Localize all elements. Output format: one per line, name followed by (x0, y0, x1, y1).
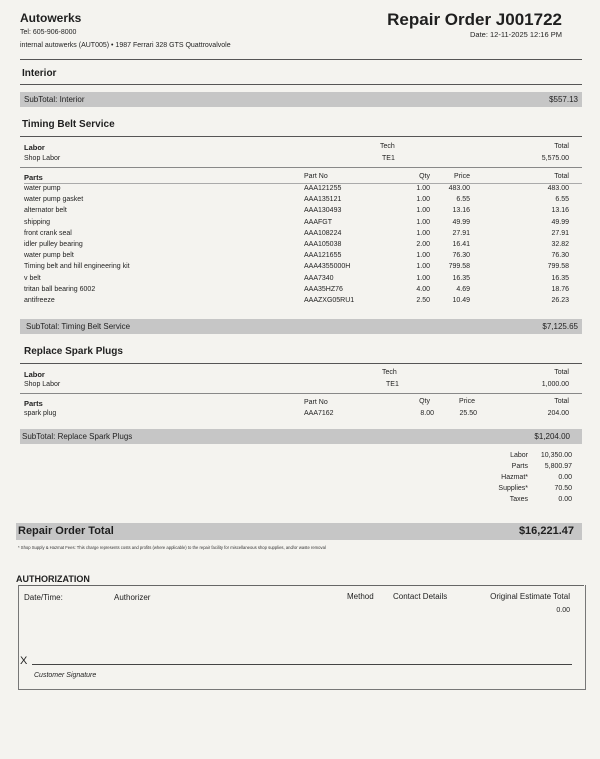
subtotal-value: $557.13 (549, 95, 578, 104)
labor-item: Shop Labor (24, 155, 61, 162)
customer-signature-label: Customer Signature (34, 672, 97, 679)
part-qty: 1.00 (416, 252, 430, 260)
part-total-header: Total (554, 173, 569, 180)
part-number: AAA135121 (304, 196, 342, 204)
part-price: 483.00 (448, 185, 470, 192)
shop-phone: Tel: 605-906-8000 (20, 29, 77, 36)
total-header: Total (554, 143, 569, 150)
summary-value: 10,350.00 (540, 452, 572, 459)
section-title-interior: Interior (22, 68, 57, 79)
estimate-label: Original Estimate Total (490, 592, 570, 601)
authorizer-label: Authorizer (114, 593, 151, 602)
repair-order-total-band (16, 523, 582, 540)
subtotal-label: SubTotal: Interior (24, 95, 85, 104)
part-total: 16.35 (551, 274, 569, 282)
labor-item: Shop Labor (24, 381, 61, 388)
subtotal-label: SubTotal: Replace Spark Plugs (22, 432, 133, 441)
part-price: 799.58 (448, 263, 470, 271)
repair-order-total-label: Repair Order Total (18, 525, 114, 537)
part-qty: 2.50 (416, 297, 430, 304)
part-total: 27.91 (551, 229, 569, 237)
part-price: 76.30 (452, 252, 470, 260)
part-number: AAA7162 (304, 410, 334, 417)
partno-header: Part No (304, 173, 328, 180)
part-number: AAA35HZ76 (304, 285, 343, 293)
summary-value: 70.50 (554, 485, 572, 492)
parts-header: Parts (24, 399, 43, 408)
labor-header: Labor (24, 370, 45, 379)
part-number: AAA121255 (304, 185, 342, 192)
authorization-title: AUTHORIZATION (16, 574, 90, 584)
labor-tech: TE1 (382, 155, 395, 162)
part-name: tritan ball bearing 6002 (24, 285, 96, 293)
part-price: 13.16 (452, 207, 470, 215)
part-total: 483.00 (547, 185, 569, 192)
divider (20, 363, 582, 364)
part-number: AAA7340 (304, 274, 334, 282)
summary-value: 0.00 (558, 496, 572, 503)
subtotal-value: $7,125.65 (542, 322, 578, 331)
estimate-value: 0.00 (556, 607, 570, 614)
part-qty: 1.00 (416, 207, 430, 215)
summary-row (498, 472, 572, 483)
part-name: Timing belt and hill engineering kit (24, 263, 130, 271)
section-title-timing: Timing Belt Service (22, 119, 115, 130)
part-price: 25.50 (459, 410, 477, 417)
part-total: 49.99 (551, 218, 569, 226)
part-number: AAA105038 (304, 241, 342, 248)
part-price: 16.35 (452, 274, 470, 282)
part-name: v belt (24, 274, 41, 282)
parts-header: Parts (24, 173, 43, 182)
part-qty: 8.00 (420, 410, 434, 417)
qty-header: Qty (419, 173, 430, 180)
shop-name: Autowerks (20, 11, 82, 25)
price-header: Price (454, 173, 470, 180)
subtotal-label: SubTotal: Timing Belt Service (26, 322, 131, 331)
part-name: front crank seal (24, 229, 72, 237)
part-qty: 1.00 (416, 229, 430, 237)
header-divider (20, 59, 582, 60)
part-total: 6.55 (555, 196, 569, 204)
part-total: 32.82 (551, 241, 569, 248)
part-name: water pump (24, 185, 61, 192)
subtotal-band-timing (20, 319, 582, 334)
repair-order-date: Date: 12-11-2025 12:16 PM (469, 30, 562, 39)
fee-footnote: * Shop Supply & Hazmat Fees: This charge represents costs and profits (where applicable) to the repair facility for miscellaneous shop supplies, and/or waste removal (18, 545, 326, 550)
partno-header: Part No (304, 399, 328, 406)
part-qty: 4.00 (416, 285, 430, 293)
part-price: 10.49 (452, 297, 470, 304)
part-total: 26.23 (551, 297, 569, 304)
part-price: 16.41 (452, 241, 470, 248)
part-name: water pump gasket (24, 196, 84, 204)
subtotal-band-spark (20, 429, 582, 444)
divider (20, 393, 582, 394)
part-name: water pump belt (24, 252, 74, 260)
part-number: AAA4355000H (304, 263, 351, 271)
part-qty: 1.00 (416, 185, 430, 192)
total-header: Total (554, 369, 569, 376)
part-number: AAAZXG05RU1 (304, 297, 355, 304)
part-qty: 1.00 (416, 218, 430, 226)
labor-total: 5,575.00 (541, 155, 569, 162)
labor-total: 1,000.00 (541, 381, 569, 388)
part-number: AAA108224 (304, 229, 342, 237)
summary-table (498, 450, 572, 505)
tech-header: Tech (380, 143, 395, 150)
summary-label: Supplies* (498, 485, 528, 492)
divider (20, 167, 582, 168)
part-name: shipping (24, 218, 51, 226)
part-total: 76.30 (551, 252, 569, 260)
contact-label: Contact Details (393, 592, 448, 601)
datetime-label: Date/Time: (24, 593, 63, 602)
summary-row (498, 494, 572, 505)
part-qty: 1.00 (416, 263, 430, 271)
signature-x: X (20, 655, 28, 667)
part-number: AAA121655 (304, 252, 342, 260)
part-qty: 2.00 (416, 241, 430, 248)
summary-label: Labor (510, 452, 528, 459)
part-name: idler pulley bearing (24, 241, 83, 248)
repair-order-title: Repair Order J001722 (387, 10, 562, 29)
totals-summary (498, 450, 572, 505)
part-number: AAAFGT (304, 218, 333, 226)
part-total: 13.16 (551, 207, 569, 215)
repair-order-total-value: $16,221.47 (518, 525, 574, 537)
part-name: alternator belt (24, 207, 67, 215)
summary-row (498, 483, 572, 494)
summary-row (498, 461, 572, 472)
part-total: 18.76 (551, 285, 569, 293)
qty-header: Qty (419, 398, 430, 405)
price-header: Price (459, 398, 475, 405)
labor-tech: TE1 (386, 381, 399, 388)
tech-header: Tech (382, 369, 397, 376)
subtotal-band-interior (20, 92, 582, 107)
divider (20, 136, 582, 137)
part-name: spark plug (24, 410, 57, 417)
summary-value: 5,800.97 (544, 463, 572, 470)
part-total-header: Total (554, 398, 569, 405)
summary-value: 0.00 (558, 474, 572, 481)
summary-label: Hazmat* (501, 474, 528, 481)
divider (20, 84, 582, 85)
summary-row (498, 450, 572, 461)
divider (24, 183, 582, 184)
part-price: 4.69 (456, 285, 470, 293)
part-qty: 1.00 (416, 196, 430, 204)
part-total: 204.00 (547, 410, 569, 417)
labor-header: Labor (24, 143, 45, 152)
customer-vehicle-line: internal autowerks (AUT005) • 1987 Ferrari 328 GTS Quattrovalvole (20, 42, 231, 49)
signature-line[interactable] (32, 664, 572, 665)
part-qty: 1.00 (416, 274, 430, 282)
part-price: 49.99 (452, 218, 470, 226)
part-price: 27.91 (452, 229, 470, 237)
section-title-spark: Replace Spark Plugs (24, 346, 123, 357)
part-name: antifreeze (24, 297, 55, 304)
summary-label: Taxes (509, 496, 528, 503)
method-label: Method (347, 592, 374, 601)
summary-label: Parts (511, 463, 528, 470)
part-price: 6.55 (456, 196, 470, 204)
part-number: AAA130493 (304, 207, 342, 215)
part-total: 799.58 (547, 263, 569, 271)
subtotal-value: $1,204.00 (534, 432, 570, 441)
